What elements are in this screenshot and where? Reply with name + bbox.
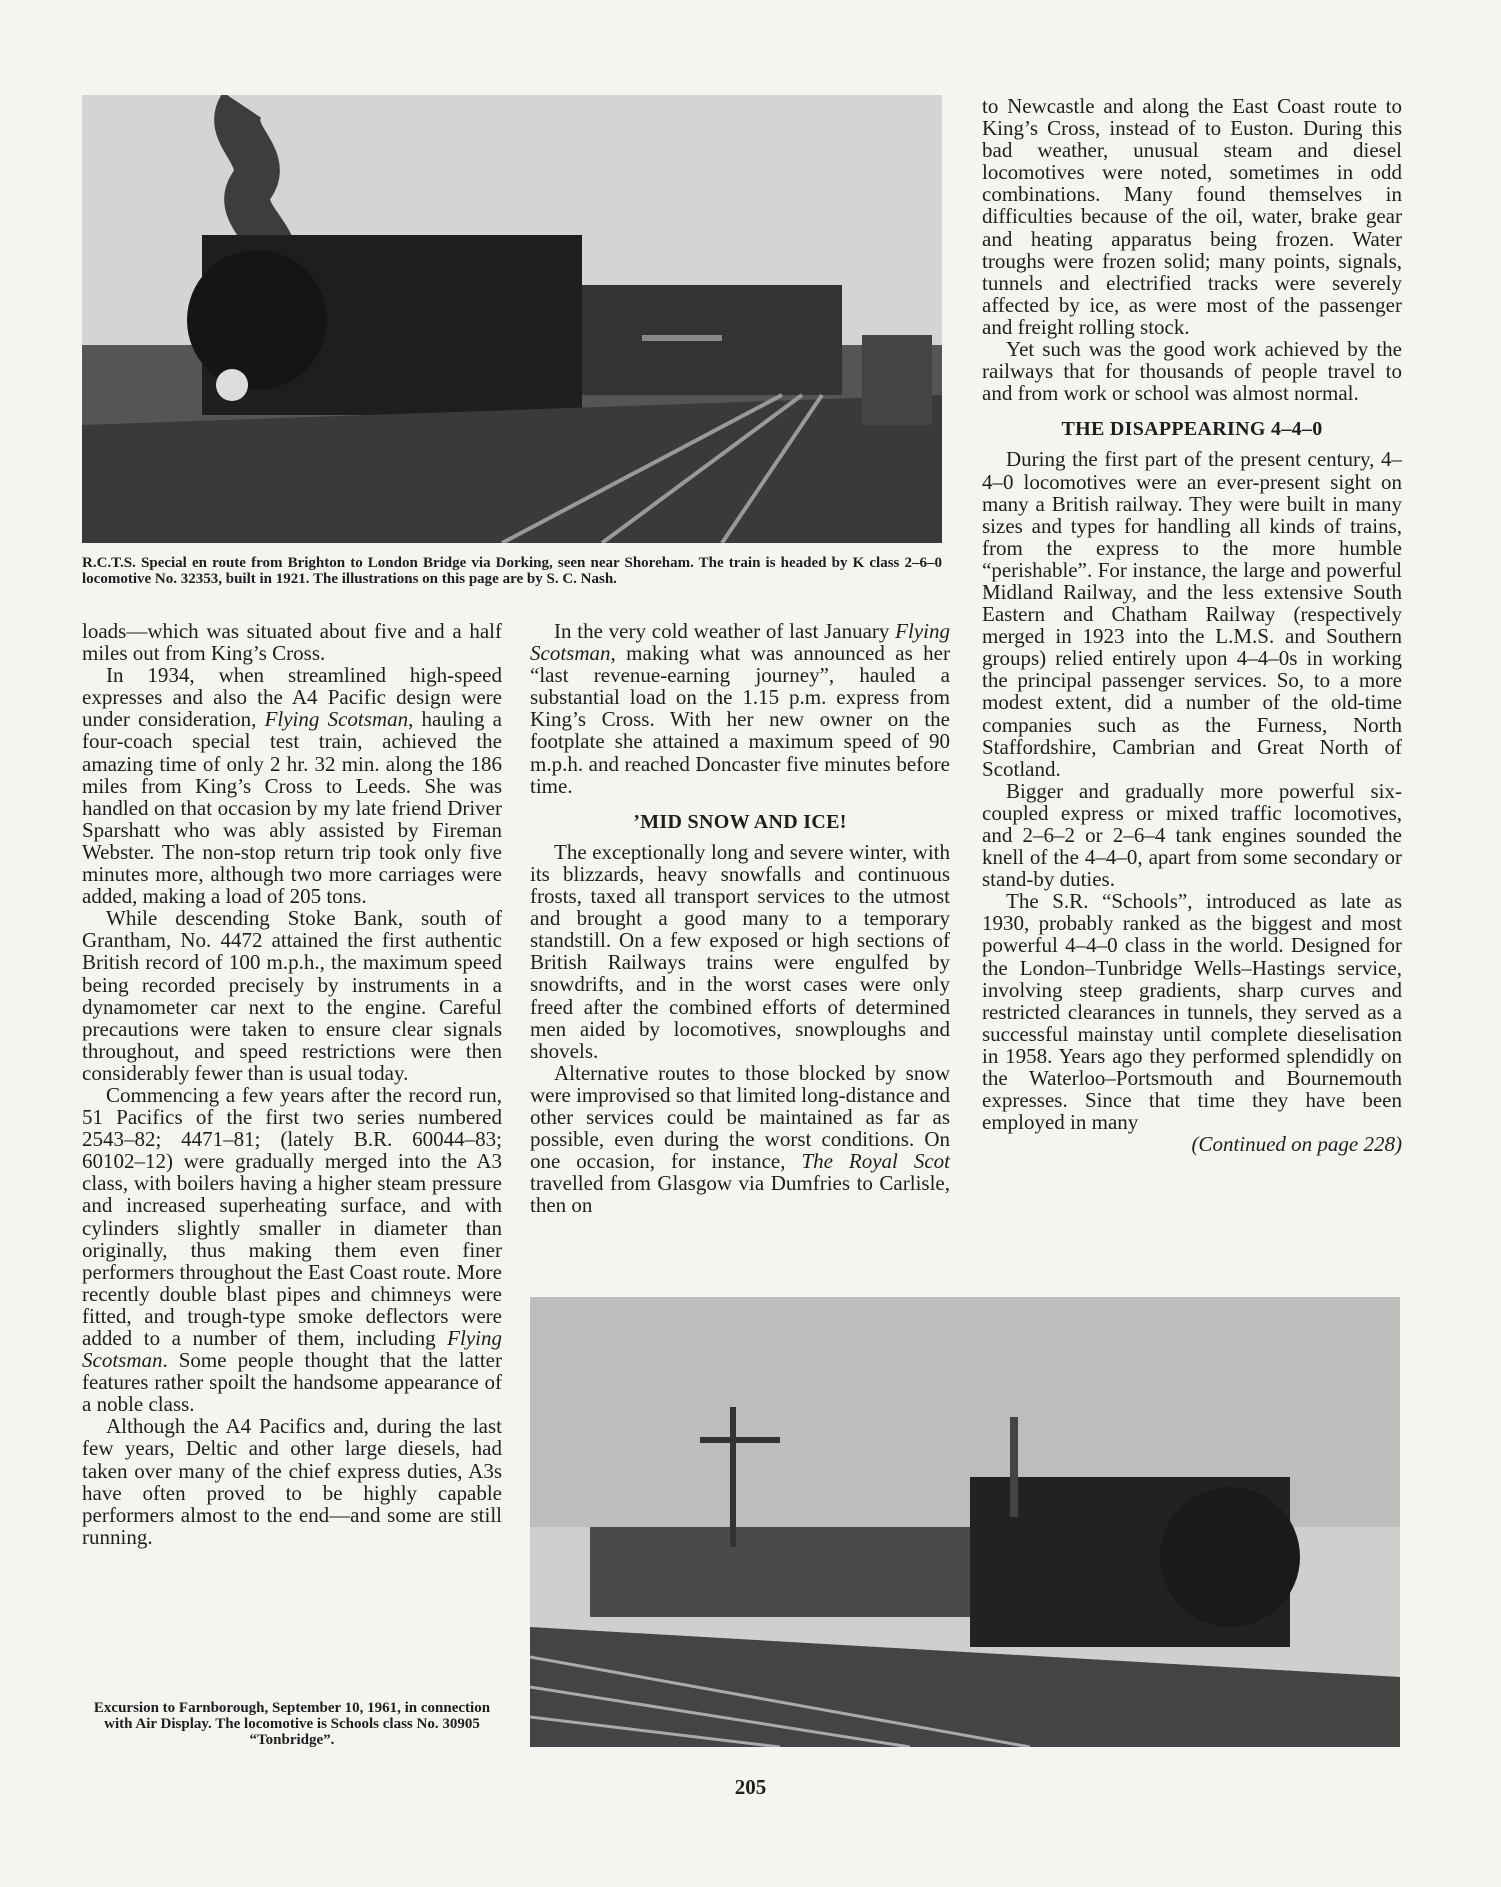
ship-name: Flying Scotsman: [264, 707, 409, 732]
paragraph: Although the A4 Pacifics and, during the last few years, Deltic and other large diesels, had taken over many of the chief express duties, A3s have often proved to be highly capable performers almost to the end—and some are still running.: [82, 1414, 502, 1549]
paragraph: In 1934, when streamlined high-speed expresses and also the A4 Pacific design were under consideration, Flying Scotsman, hauling a four-coach special test train, achieved the amazing time of only 2 hr. 32 min. along the 186 miles from King’s Cross to Leeds. She was handled on that occasion by my late friend Driver Sparshatt who was ably assisted by Fireman Webster. The non-stop return trip took only five minutes more, although two more carriages were added, making a load of 205 tons.: [82, 663, 503, 909]
locomotive-photo-drawing: [82, 95, 942, 543]
paragraph: In the very cold weather of last January Flying Scotsman, making what was announced as her “last revenue-earning journey”, hauled a substantial load on the 1.15 p.m. express from King’s Cross. With her new owner on the footplate she attained a maximum speed of 90 m.p.h. and reached Doncaster five minutes before time.: [530, 619, 950, 798]
paragraph: The exceptionally long and severe winter, with its blizzards, heavy snowfalls and continuous frosts, taxed all transport services to the utmost and brought a good many to a temporary standstill. On a few exposed or high sections of British Railways trains were engulfed by snowdrifts, and in the worst cases were only freed after the combined efforts of determined men aided by locomotives, snowploughs and shovels.: [530, 839, 950, 1063]
article-column-1: [82, 620, 502, 1548]
paragraph: Commencing a few years after the record run, 51 Pacifics of the first two series numbered 2543–82; 4471–81; (lately B.R. 60044–83; 60102–12) were gradually merged into the A3 class, with boilers having a higher steam pressure and increased superheating surface, and with cylinders slightly smaller in diameter than originally, thus making them even finer performers throughout the East Coast route. More recently double blast pipes and chimneys were fitted, and trough-type smoke deflectors were added to a number of them, including Flying Scotsman. Some people thought that the latter features rather spoilt the handsome appearance of a noble class.: [82, 1082, 502, 1417]
photo-k-class-locomotive: [82, 95, 942, 543]
paragraph: Bigger and gradually more powerful six-coupled express or mixed traffic locomotives, and 2–6–2 or 2–6–4 tank engines sounded the knell of the 4–4–0, apart from some secondary or stand-by duties.: [982, 778, 1402, 892]
photo-bottom-caption: Excursion to Farnborough, September 10, 1961, in connection with Air Display. The locomotive is Schools class No. 30905 “Tonbridge”.: [93, 1700, 491, 1748]
article-column-2: [530, 620, 950, 1216]
paragraph: to Newcastle and along the East Coast route to King’s Cross, instead of to Euston. During this bad weather, unusual steam and diesel locomotives were noted, sometimes in odd combinations. Many found themselves in difficulties because of the oil, water, brake gear and heating apparatus being frozen. Water troughs were frozen solid; many points, signals, tunnels and electrified tracks were severely affected by ice, as were most of the passenger and freight rolling stock.: [982, 94, 1402, 339]
paragraph: The S.R. “Schools”, introduced as late as 1930, probably ranked as the biggest and most powerful 4–4–0 class in the world. Designed for the London–Tunbridge Wells–Hastings service, involving steep gradients, sharp curves and restricted clearances in tunnels, they served as a successful mainstay until complete dieselisation in 1958. Years ago they performed splendidly on the Waterloo–Portsmouth and Bournemouth expresses. Since that time they have been employed in many: [982, 889, 1402, 1135]
schools-locomotive-photo-drawing: [530, 1297, 1400, 1747]
photo-schools-class-locomotive: [530, 1297, 1400, 1747]
photo-top-caption: R.C.T.S. Special en route from Brighton to London Bridge via Dorking, seen near Shoreham. The train is headed by K class 2–6–0 locomotive No. 32353, built in 1921. The illustrations on this page are by S. C. Nash.: [82, 555, 942, 587]
paragraph: Yet such was the good work achieved by the railways that for thousands of people travel to and from work or school was almost normal.: [982, 337, 1402, 406]
section-heading: THE DISAPPEARING 4–4–0: [1061, 418, 1323, 441]
paragraph: loads—which was situated about five and a half miles out from King’s Cross.: [82, 619, 502, 666]
paragraph: During the first part of the present century, 4–4–0 locomotives were an ever-present sight on many a British railway. They were built in many sizes and types for handling all kinds of trains, from the express to the more humble “perishable”. For instance, the large and powerful Midland Railway, and the less extensive South Eastern and Chatham Railway (respectively merged in 1923 into the L.M.S. and Southern groups) relied entirely upon 4–4–0s in working the principal passenger services. So, to a more modest extent, did a number of the old-time companies such as the Furness, North Staffordshire, Cambrian and Great North of Scotland.: [982, 447, 1402, 781]
paragraph: While descending Stoke Bank, south of Grantham, No. 4472 attained the first authentic British record of 100 m.p.h., the maximum speed being recorded precisely by instruments in a dynamometer car next to the engine. Careful precautions were taken to ensure clear signals throughout, and speed restrictions were then considerably fewer than is usual today.: [82, 906, 502, 1085]
continued-note: (Continued on page 228): [1191, 1132, 1402, 1157]
paragraph: Alternative routes to those blocked by snow were improvised so that limited long-distance and other services could be maintained as far as possible, even during the worst conditions. On one occasion, for instance, The Royal Scot travelled from Glasgow via Dumfries to Carlisle, then on: [530, 1060, 950, 1218]
page-number: 205: [734, 1775, 767, 1799]
section-heading: ’MID SNOW AND ICE!: [633, 810, 847, 833]
article-column-3: [982, 95, 1402, 1155]
train-name: Flying Scotsman: [82, 1326, 502, 1373]
